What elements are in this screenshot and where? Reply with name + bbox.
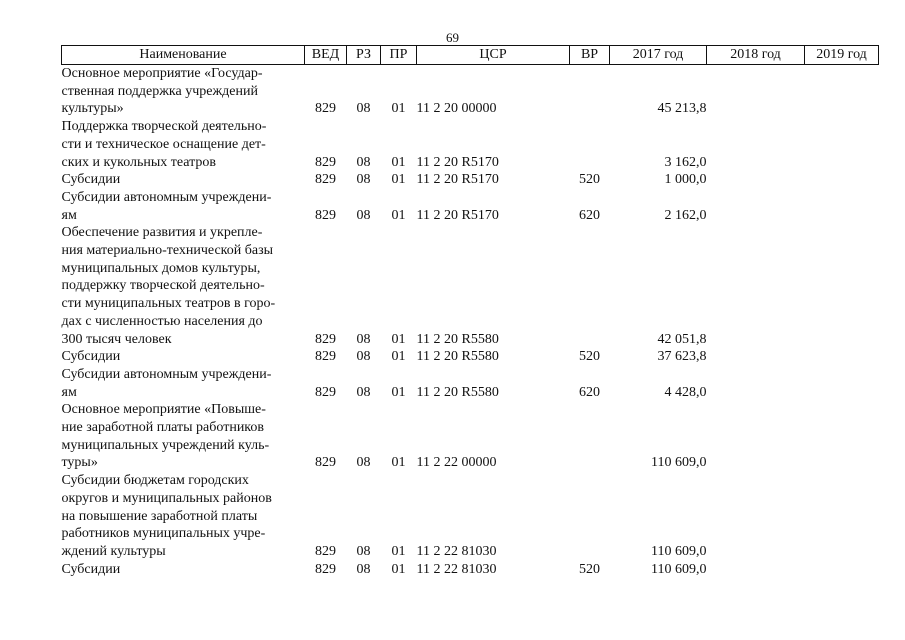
cell-pr: 01 xyxy=(391,101,406,117)
row-name-line: ям xyxy=(61,207,77,223)
row-name-line: поддержку творческой деятельно- xyxy=(61,278,265,294)
page-number: 69 xyxy=(446,30,459,45)
cell-y2019 xyxy=(805,171,879,189)
table-row xyxy=(62,189,879,224)
cell-y2019 xyxy=(805,348,879,366)
cell-vr: 620 xyxy=(579,384,600,400)
table-row xyxy=(62,561,879,579)
cell-y2018 xyxy=(707,401,805,472)
cell-y2018 xyxy=(707,366,805,401)
table-row xyxy=(62,118,879,171)
row-name xyxy=(62,366,305,401)
cell-ved: 829 xyxy=(315,331,336,347)
row-name-line: 300 тысяч человек xyxy=(61,331,172,347)
row-name-line: округов и муниципальных районов xyxy=(61,490,272,506)
row-name-line: культуры» xyxy=(61,101,124,117)
cell-vr xyxy=(570,401,610,472)
cell-ved: 829 xyxy=(315,543,336,559)
header-csr: ЦСР xyxy=(417,46,570,65)
row-name-line: Основное мероприятие «Государ- xyxy=(61,66,263,81)
cell-pr: 01 xyxy=(391,349,406,365)
row-name-line: работников муниципальных учре- xyxy=(61,526,266,542)
row-name-line: Субсидии автономным учреждени- xyxy=(61,189,272,205)
row-name-line: Субсидии автономным учреждени- xyxy=(61,366,272,382)
cell-y2018 xyxy=(707,348,805,366)
cell-y2018 xyxy=(707,189,805,224)
cell-y2017: 2 162,0 xyxy=(664,207,707,223)
cell-y2017: 110 609,0 xyxy=(651,543,707,559)
cell-pr: 01 xyxy=(391,154,406,170)
cell-rz: 08 xyxy=(356,349,371,365)
cell-csr: 11 2 20 00000 xyxy=(416,101,497,117)
table-row xyxy=(62,401,879,472)
cell-csr: 11 2 20 R5170 xyxy=(416,172,499,188)
cell-y2017: 37 623,8 xyxy=(657,349,707,365)
cell-csr: 11 2 20 R5580 xyxy=(416,384,499,400)
cell-rz: 08 xyxy=(356,172,371,188)
cell-y2019 xyxy=(805,561,879,579)
cell-y2018 xyxy=(707,65,805,119)
cell-rz: 08 xyxy=(356,207,371,223)
row-name xyxy=(62,118,305,171)
cell-vr xyxy=(570,65,610,119)
header-row xyxy=(62,46,879,65)
cell-y2017: 3 162,0 xyxy=(664,154,707,170)
cell-vr: 520 xyxy=(579,349,600,365)
cell-y2019 xyxy=(805,366,879,401)
header-name: Наименование xyxy=(62,46,305,65)
table-row xyxy=(62,348,879,366)
row-name-line: муниципальных домов культуры, xyxy=(61,260,261,276)
row-name xyxy=(62,65,305,119)
cell-pr: 01 xyxy=(391,331,406,347)
cell-csr: 11 2 20 R5580 xyxy=(416,331,499,347)
row-name xyxy=(62,348,305,366)
cell-y2019 xyxy=(805,118,879,171)
cell-ved: 829 xyxy=(315,207,336,223)
cell-pr: 01 xyxy=(391,172,406,188)
cell-vr xyxy=(570,224,610,348)
cell-vr: 520 xyxy=(579,561,600,577)
header-vr: ВР xyxy=(570,46,610,65)
cell-rz: 08 xyxy=(356,384,371,400)
row-name-line: Основное мероприятие «Повыше- xyxy=(61,402,266,418)
cell-y2018 xyxy=(707,224,805,348)
cell-csr: 11 2 22 81030 xyxy=(416,543,497,559)
row-name-line: сти муниципальных театров в горо- xyxy=(61,296,276,312)
header-2018: 2018 год xyxy=(707,46,805,65)
header-2019: 2019 год xyxy=(805,46,879,65)
row-name-line: муниципальных учреждений куль- xyxy=(61,437,270,453)
row-name-line: Субсидии xyxy=(61,561,121,577)
table-header xyxy=(62,46,879,65)
table-row xyxy=(62,472,879,561)
budget-table xyxy=(61,45,879,578)
row-name xyxy=(62,401,305,472)
cell-csr: 11 2 20 R5170 xyxy=(416,154,499,170)
cell-vr xyxy=(570,472,610,561)
cell-rz: 08 xyxy=(356,561,371,577)
cell-vr xyxy=(570,118,610,171)
row-name-line: Субсидии xyxy=(61,172,121,188)
table-row xyxy=(62,65,879,119)
cell-ved: 829 xyxy=(315,455,336,471)
cell-y2019 xyxy=(805,224,879,348)
cell-csr: 11 2 20 R5580 xyxy=(416,349,499,365)
cell-rz: 08 xyxy=(356,154,371,170)
row-name xyxy=(62,561,305,579)
cell-pr: 01 xyxy=(391,561,406,577)
cell-vr: 520 xyxy=(579,172,600,188)
row-name-line: ям xyxy=(61,384,77,400)
cell-y2017: 42 051,8 xyxy=(657,331,707,347)
header-rz: РЗ xyxy=(347,46,381,65)
cell-rz: 08 xyxy=(356,331,371,347)
row-name xyxy=(62,224,305,348)
row-name-line: туры» xyxy=(61,455,98,471)
cell-y2018 xyxy=(707,171,805,189)
table-body xyxy=(62,65,879,579)
cell-ved: 829 xyxy=(315,154,336,170)
cell-y2017: 4 428,0 xyxy=(664,384,707,400)
cell-pr: 01 xyxy=(391,543,406,559)
header-ved: ВЕД xyxy=(305,46,347,65)
cell-ved: 829 xyxy=(315,384,336,400)
row-name-line: сти и техническое оснащение дет- xyxy=(61,136,266,152)
row-name xyxy=(62,171,305,189)
cell-rz: 08 xyxy=(356,455,371,471)
row-name-line: на повышение заработной платы xyxy=(61,508,258,524)
cell-y2017: 45 213,8 xyxy=(657,101,707,117)
cell-y2019 xyxy=(805,472,879,561)
cell-y2017: 110 609,0 xyxy=(651,455,707,471)
row-name-line: ние заработной платы работников xyxy=(61,420,265,436)
cell-y2018 xyxy=(707,561,805,579)
cell-y2017: 1 000,0 xyxy=(664,172,707,188)
row-name xyxy=(62,189,305,224)
table-row xyxy=(62,224,879,348)
cell-y2017: 110 609,0 xyxy=(651,561,707,577)
cell-pr: 01 xyxy=(391,384,406,400)
row-name-line: Поддержка творческой деятельно- xyxy=(61,119,267,135)
row-name-line: Субсидии xyxy=(61,349,121,365)
cell-rz: 08 xyxy=(356,543,371,559)
row-name xyxy=(62,472,305,561)
row-name-line: ственная поддержка учреждений xyxy=(61,83,258,99)
cell-ved: 829 xyxy=(315,349,336,365)
row-name-line: Обеспечение развития и укрепле- xyxy=(61,225,263,241)
cell-y2019 xyxy=(805,189,879,224)
cell-ved: 829 xyxy=(315,561,336,577)
cell-ved: 829 xyxy=(315,172,336,188)
cell-y2019 xyxy=(805,65,879,119)
cell-y2018 xyxy=(707,472,805,561)
table-row xyxy=(62,171,879,189)
row-name-line: ния материально-технической базы xyxy=(61,243,274,259)
cell-pr: 01 xyxy=(391,455,406,471)
row-name-line: ждений культуры xyxy=(61,543,166,559)
header-pr: ПР xyxy=(381,46,417,65)
cell-y2019 xyxy=(805,401,879,472)
cell-csr: 11 2 22 00000 xyxy=(416,455,497,471)
cell-pr: 01 xyxy=(391,207,406,223)
row-name-line: Субсидии бюджетам городских xyxy=(61,473,249,489)
cell-csr: 11 2 20 R5170 xyxy=(416,207,499,223)
cell-rz: 08 xyxy=(356,101,371,117)
table-row xyxy=(62,366,879,401)
row-name-line: ских и кукольных театров xyxy=(61,154,217,170)
header-2017: 2017 год xyxy=(610,46,707,65)
cell-csr: 11 2 22 81030 xyxy=(416,561,497,577)
cell-vr: 620 xyxy=(579,207,600,223)
cell-y2018 xyxy=(707,118,805,171)
cell-ved: 829 xyxy=(315,101,336,117)
row-name-line: дах с численностью населения до xyxy=(61,313,263,329)
